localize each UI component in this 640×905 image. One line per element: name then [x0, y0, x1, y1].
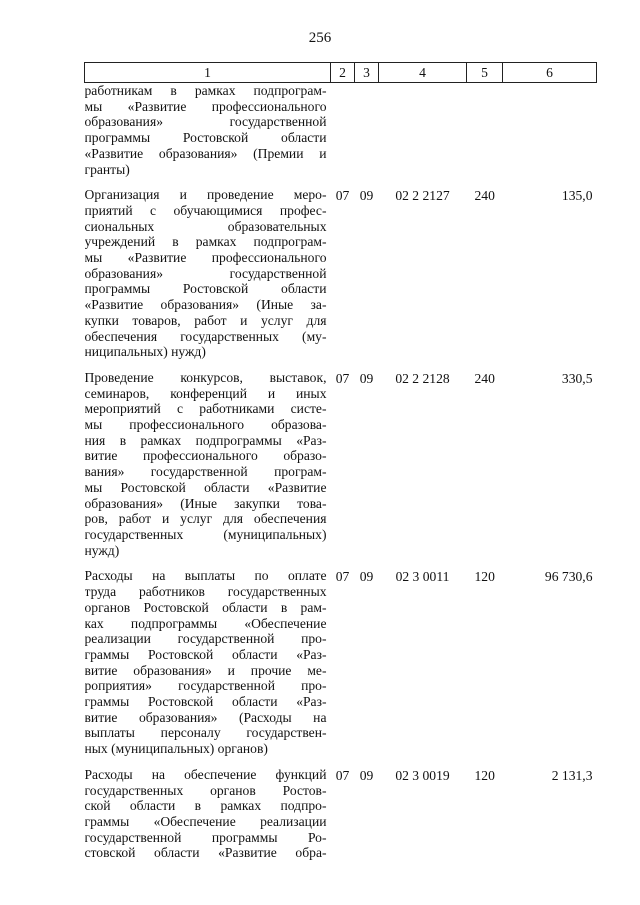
expense-type-code: 120	[474, 569, 495, 585]
table-row	[85, 370, 597, 568]
target-article-code: 02 3 0011	[395, 569, 450, 585]
description-line: витие образования» и прочие ме-	[84, 662, 327, 678]
target-article-code	[379, 83, 467, 188]
description-line: реализации государственной про-	[84, 631, 327, 647]
description-line: гранты)	[84, 161, 130, 177]
description-line: ров, работ и услуг для обеспечения	[84, 511, 327, 527]
table-row	[85, 568, 597, 766]
subsection-code	[355, 83, 379, 188]
description-line: «Развитие образования» (Премии и	[84, 145, 327, 161]
description-line: ных (муниципальных) органов)	[84, 741, 268, 757]
description-line: купки товаров, работ и услуг для	[84, 312, 327, 328]
section-code: 07	[335, 767, 350, 783]
amount: 135,0	[561, 188, 593, 204]
description-line: вания» государственной програм-	[84, 464, 327, 480]
description-line: учреждений в рамках подпрограм-	[84, 234, 327, 250]
description-line: семинаров, конференций и иных	[84, 385, 327, 401]
amount: 330,5	[561, 370, 593, 386]
target-article-code: 02 2 2127	[395, 188, 450, 204]
description-line: образования» государственной	[84, 114, 327, 130]
row-description	[85, 568, 331, 766]
description-line: обеспечения государственных (му-	[84, 328, 327, 344]
table-row	[85, 83, 597, 188]
description-line: выплаты персоналу государствен-	[84, 725, 327, 741]
description-line: роприятия» государственной про-	[84, 678, 327, 694]
row-description	[85, 187, 331, 370]
description-line: «Развитие образования» (Иные за-	[84, 297, 327, 313]
expense-type-code: 240	[474, 188, 495, 204]
description-line: образования» государственной	[84, 265, 327, 281]
description-line: образования» (Иные закупки това-	[84, 495, 327, 511]
section-code	[331, 83, 355, 188]
subsection-code: 09	[359, 188, 374, 204]
subsection-code: 09	[359, 767, 374, 783]
description-line: граммы Ростовской области «Раз-	[84, 694, 327, 710]
table-row	[85, 767, 597, 871]
column-header-6: 6	[503, 63, 597, 83]
table-header-row	[85, 63, 597, 83]
description-line: ниципальных) нужд)	[84, 344, 206, 360]
section-code: 07	[335, 188, 350, 204]
description-line: государственных органов Ростов-	[84, 782, 327, 798]
column-header-3: 3	[355, 63, 379, 83]
section-code: 07	[335, 370, 350, 386]
description-line: Расходы на обеспечение функций	[84, 766, 327, 782]
table-body	[85, 83, 597, 872]
description-line: ской области в рамках подпро-	[84, 798, 327, 814]
target-article-code: 02 2 2128	[395, 370, 450, 386]
description-line: мы профессионального образова-	[84, 417, 327, 433]
budget-table	[84, 62, 597, 871]
description-line: ния в рамках подпрограммы «Раз-	[84, 432, 327, 448]
column-header-1: 1	[85, 63, 331, 83]
description-line: мы «Развитие профессионального	[84, 250, 327, 266]
description-line: Организация и проведение меро-	[84, 187, 327, 203]
description-line: нужд)	[84, 542, 120, 558]
row-description	[85, 370, 331, 568]
description-line: витие профессионального образо-	[84, 448, 327, 464]
amount	[503, 83, 597, 188]
table-row	[85, 187, 597, 370]
description-line: труда работников государственных	[84, 584, 327, 600]
description-line: государственных (муниципальных)	[84, 526, 327, 542]
description-line: государственной программы Ро-	[84, 829, 327, 845]
subsection-code: 09	[359, 569, 374, 585]
column-header-4: 4	[379, 63, 467, 83]
column-header-2: 2	[331, 63, 355, 83]
description-line: Проведение конкурсов, выставок,	[84, 369, 327, 385]
description-line: граммы Ростовской области «Раз-	[84, 646, 327, 662]
subsection-code: 09	[359, 370, 374, 386]
description-line: работникам в рамках подпрограм-	[84, 83, 327, 98]
description-line: стовской области «Развитие обра-	[84, 845, 327, 861]
description-line: приятий с обучающимися профес-	[84, 202, 327, 218]
description-line: ках подпрограммы «Обеспечение	[84, 615, 327, 631]
expense-type-code	[467, 83, 503, 188]
description-line: сиональных образовательных	[84, 218, 327, 234]
description-line: граммы «Обеспечение реализации	[84, 813, 327, 829]
description-line: программы Ростовской области	[84, 130, 327, 146]
description-line: мы Ростовской области «Развитие	[84, 479, 327, 495]
page-number: 256	[308, 30, 332, 46]
description-line: Расходы на выплаты по оплате	[84, 568, 327, 584]
description-line: витие образования» (Расходы на	[84, 709, 327, 725]
column-header-5: 5	[467, 63, 503, 83]
description-line: мы «Развитие профессионального	[84, 98, 327, 114]
section-code: 07	[335, 569, 350, 585]
description-line: программы Ростовской области	[84, 281, 327, 297]
amount: 2 131,3	[551, 767, 593, 783]
row-description	[85, 83, 331, 188]
description-line: органов Ростовской области в рам-	[84, 599, 327, 615]
row-description	[85, 767, 331, 871]
expense-type-code: 120	[474, 767, 495, 783]
expense-type-code: 240	[474, 370, 495, 386]
target-article-code: 02 3 0019	[395, 767, 450, 783]
description-line: мероприятий с работниками систе-	[84, 401, 327, 417]
amount: 96 730,6	[544, 569, 593, 585]
